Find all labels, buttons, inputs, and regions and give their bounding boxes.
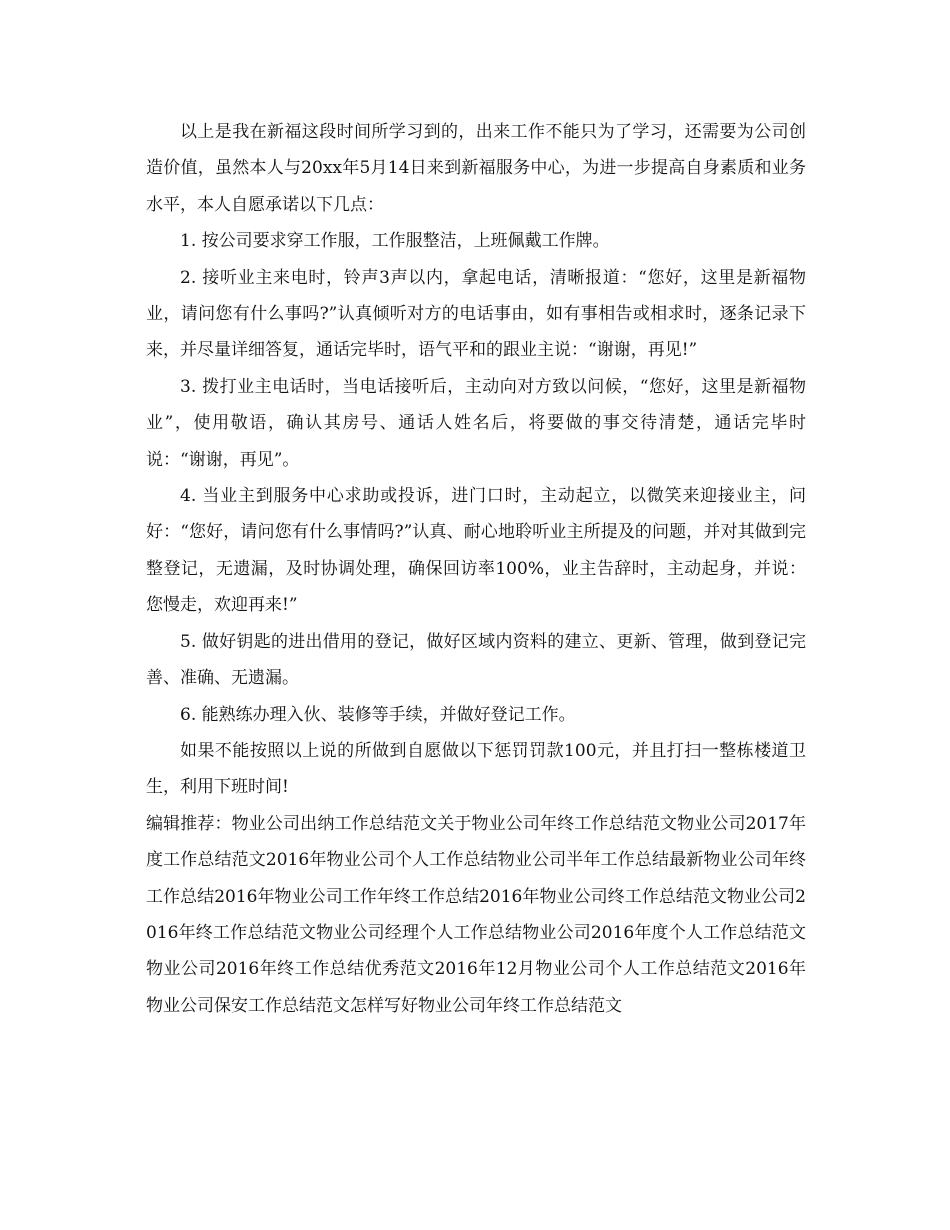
pledge-item-6: 6. 能熟练办理入伙、装修等手续，并做好登记工作。 bbox=[180, 704, 576, 725]
document-page bbox=[146, 114, 806, 1024]
pledge-item-1: 1. 按公司要求穿工作服，工作服整洁，上班佩戴工作牌。 bbox=[180, 231, 610, 252]
pledge-item-2: 2. 接听业主来电时，铃声3声以内，拿起电话，清晰报道：“您好，这里是新福物业，请问您有什么事吗?”认真倾听对方的电话事由，如有事相告或相求时，逐条记录下来，并尽量详细答复，通话完毕时，语气平和的跟业主说：“谢谢，再见!” bbox=[146, 267, 806, 361]
pledge-item-4: 4. 当业主到服务中心求助或投诉，进门口时，主动起立，以微笑来迎接业主，问好：“您好，请问您有什么事情吗?”认真、耐心地聆听业主所提及的问题，并对其做到完整登记，无遗漏，及时协调处理，确保回访率100%，业主告辞时，主动起身，并说：您慢走，欢迎再来!” bbox=[146, 486, 806, 616]
pledge-item-3: 3. 拨打业主电话时，当电话接听后，主动向对方致以问候，“您好，这里是新福物业”，使用敬语，确认其房号、通话人姓名后，将要做的事交待清楚，通话完毕时说：“谢谢，再见”。 bbox=[146, 376, 806, 470]
intro-paragraph: 以上是我在新福这段时间所学习到的，出来工作不能只为了学习，还需要为公司创造价值，虽然本人与20xx年5月14日来到新福服务中心，为进一步提高自身素质和业务水平，本人自愿承诺以下几点： bbox=[146, 122, 806, 215]
editor-recommendation: 编辑推荐：物业公司出纳工作总结范文关于物业公司年终工作总结范文物业公司2017年度工作总结范文2016年物业公司个人工作总结物业公司半年工作总结最新物业公司年终工作总结2016年物业公司工作年终工作总结2016年物业公司终工作总结范文物业公司2016年终工作总结范文物业公司经理个人工作总结物业公司2016年度个人工作总结范文物业公司2016年终工作总结优秀范文2016年12月物业公司个人工作总结范文2016年物业公司保安工作总结范文怎样写好物业公司年终工作总结范文 bbox=[146, 813, 806, 1016]
pledge-item-5: 5. 做好钥匙的进出借用的登记，做好区域内资料的建立、更新、管理，做到登记完善、准确、无遗漏。 bbox=[146, 631, 806, 689]
penalty-paragraph: 如果不能按照以上说的所做到自愿做以下惩罚罚款100元，并且打扫一整栋楼道卫生，利用下班时间! bbox=[146, 740, 806, 798]
